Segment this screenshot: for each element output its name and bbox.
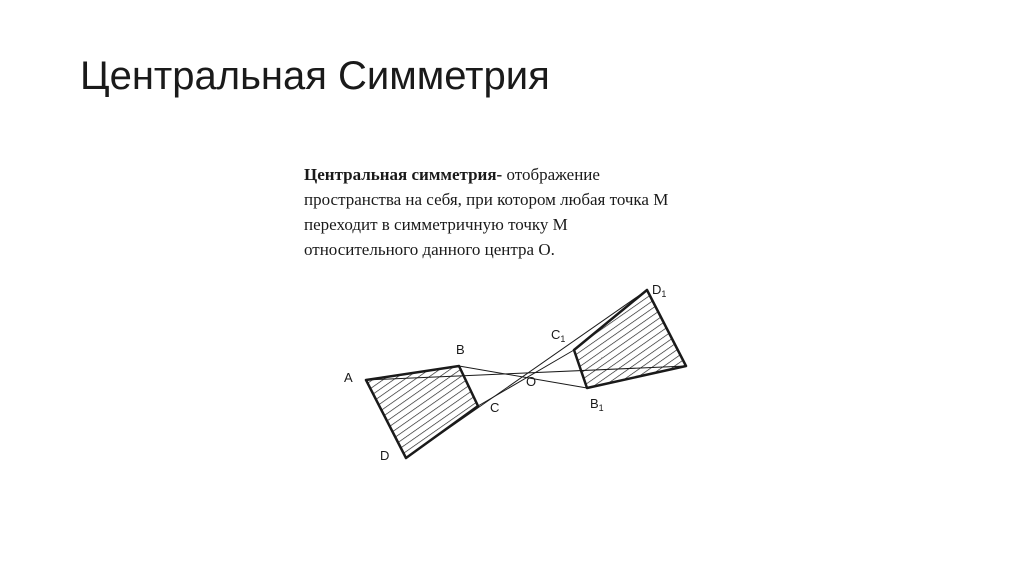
right-quadrilateral: [574, 290, 686, 388]
label-c1-main: C: [551, 327, 561, 342]
label-c1: [551, 327, 565, 344]
label-c1-sub: 1: [560, 334, 566, 344]
label-a: A: [344, 370, 353, 385]
label-d1-main: D: [652, 282, 662, 297]
definition-line-3: переходит в симметричную точку М: [304, 215, 568, 234]
definition-line-1-rest: отображение: [502, 165, 600, 184]
definition-term: Центральная симметрия-: [304, 165, 503, 184]
definition-text: [304, 162, 764, 262]
label-c: C: [490, 400, 500, 415]
label-d1-sub: 1: [661, 289, 667, 299]
definition-line-1: [304, 162, 764, 187]
label-b1-sub: 1: [598, 403, 604, 413]
label-b1-main: B: [590, 396, 599, 411]
left-quadrilateral: [366, 366, 478, 458]
label-o: O: [526, 374, 537, 389]
label-b: B: [456, 342, 465, 357]
symmetry-diagram: [330, 270, 710, 480]
label-b1: [590, 396, 604, 413]
definition-line-4: относительного данного центра О.: [304, 240, 555, 259]
slide-title: Центральная Симметрия: [80, 54, 550, 98]
label-d1: [652, 282, 666, 299]
label-d: D: [380, 448, 390, 463]
definition-line-2: пространства на себя, при котором любая точка М: [304, 190, 669, 209]
